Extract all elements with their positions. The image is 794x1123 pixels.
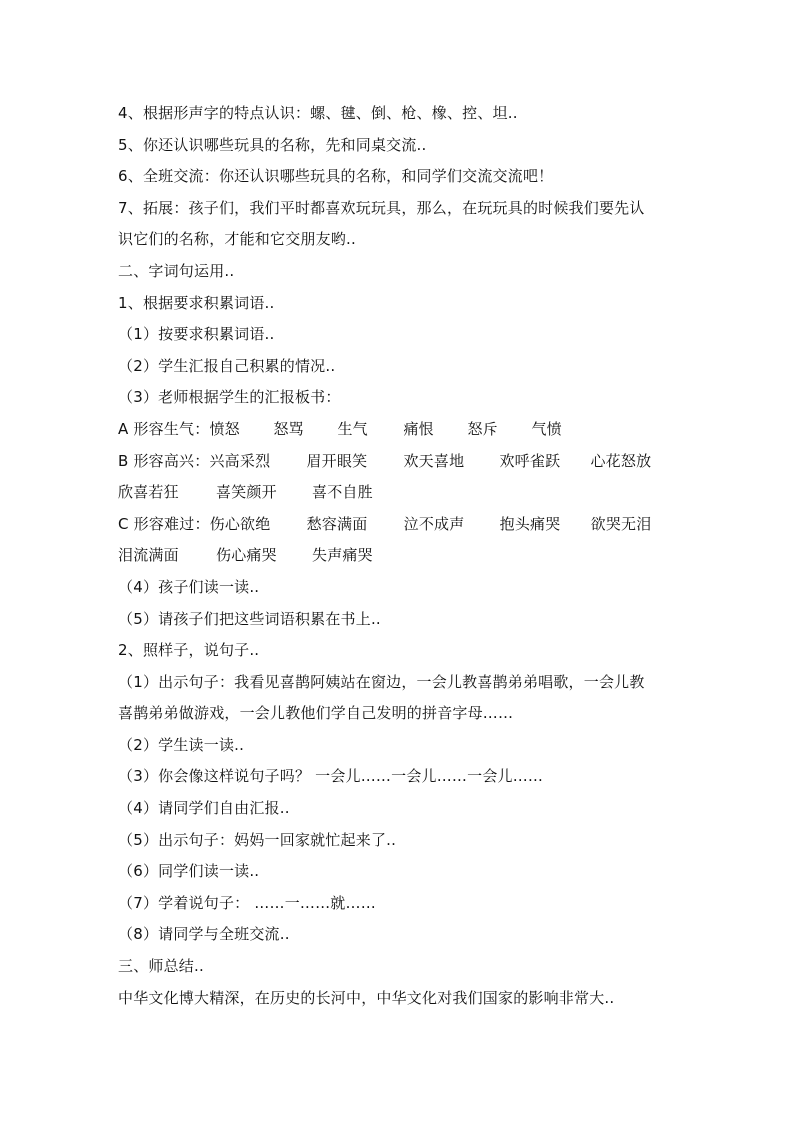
word-a-2: 怒骂 <box>273 419 304 438</box>
word-a-3: 生气 <box>337 419 368 438</box>
word-group-b-line-2 <box>118 477 688 509</box>
step-2-7: （7）学着说句子： ……一……就…… <box>118 893 376 912</box>
word-group-a-label: A 形容生气： <box>118 419 210 438</box>
word-c-8: 失声痛哭 <box>312 546 373 565</box>
word-a-5: 怒斥 <box>467 419 498 438</box>
step-2-1-line-1: （1）出示句子：我看见喜鹊阿姨站在窗边，一会儿教喜鹊弟弟唱歌，一会儿教 <box>118 672 645 691</box>
paragraph-item-7-line-1: 7、拓展：孩子们，我们平时都喜欢玩玩具，那么，在玩玩具的时候我们要先认 <box>118 198 645 217</box>
word-a-1: 愤怒 <box>209 419 240 438</box>
word-b-4: 欢呼雀跃 <box>499 451 561 470</box>
step-2-5: （5）出示句子：妈妈一回家就忙起来了.. <box>118 830 397 849</box>
subheading-2: 2、照样子，说句子.. <box>118 641 260 660</box>
summary-paragraph: 中华文化博大精深，在历史的长河中，中华文化对我们国家的影响非常大.. <box>118 988 615 1007</box>
step-1-3: （3）老师根据学生的汇报板书： <box>118 388 341 407</box>
word-a-6: 气愤 <box>531 419 562 438</box>
word-b-5: 心花怒放 <box>590 451 652 470</box>
paragraph-item-5: 5、你还认识哪些玩具的名称，先和同桌交流.. <box>118 135 427 154</box>
step-1-2: （2）学生汇报自己积累的情况.. <box>118 356 336 375</box>
word-c-4: 抱头痛哭 <box>499 514 561 533</box>
paragraph-item-7-line-2: 识它们的名称，才能和它交朋友哟.. <box>118 230 356 249</box>
document-body <box>118 98 688 1014</box>
word-c-5: 欲哭无泪 <box>590 514 652 533</box>
step-2-8: （8）请同学与全班交流.. <box>118 925 290 944</box>
section-heading-3: 三、师总结.. <box>118 957 204 976</box>
section-heading-2: 二、字词句运用.. <box>118 261 235 280</box>
step-2-2: （2）学生读一读.. <box>118 735 245 754</box>
word-c-1: 伤心欲绝 <box>209 514 271 533</box>
word-group-a <box>118 414 688 446</box>
word-group-c-label: C 形容难过： <box>118 514 210 533</box>
word-b-3: 欢天喜地 <box>403 451 465 470</box>
step-2-3: （3）你会像这样说句子吗？ 一会儿……一会儿……一会儿…… <box>118 767 544 786</box>
step-2-6: （6）同学们读一读.. <box>118 862 260 881</box>
word-b-6: 欣喜若狂 <box>118 483 179 502</box>
paragraph-item-6: 6、全班交流：你还认识哪些玩具的名称，和同学们交流交流吧！ <box>118 167 554 186</box>
word-a-4: 痛恨 <box>403 419 434 438</box>
step-1-1: （1）按要求积累词语.. <box>118 325 275 344</box>
step-1-5: （5）请孩子们把这些词语积累在书上.. <box>118 609 381 628</box>
step-2-1-line-2: 喜鹊弟弟做游戏，一会儿教他们学自己发明的拼音字母…… <box>118 704 514 723</box>
word-b-7: 喜笑颜开 <box>216 483 277 502</box>
word-group-b-label: B 形容高兴： <box>118 451 210 470</box>
word-c-3: 泣不成声 <box>403 514 465 533</box>
subheading-1: 1、根据要求积累词语.. <box>118 293 275 312</box>
word-b-1: 兴高采烈 <box>209 451 271 470</box>
word-c-2: 愁容满面 <box>306 514 368 533</box>
word-b-2: 眉开眼笑 <box>306 451 368 470</box>
word-c-6: 泪流满面 <box>118 546 179 565</box>
step-2-4: （4）请同学们自由汇报.. <box>118 799 290 818</box>
word-c-7: 伤心痛哭 <box>216 546 277 565</box>
word-group-c-line-2 <box>118 540 688 572</box>
paragraph-item-4: 4、根据形声字的特点认识：螺、毽、倒、枪、橡、控、坦.. <box>118 104 518 122</box>
word-group-c <box>118 509 688 541</box>
word-group-b <box>118 446 688 478</box>
word-b-8: 喜不自胜 <box>312 483 373 502</box>
step-1-4: （4）孩子们读一读.. <box>118 577 260 596</box>
